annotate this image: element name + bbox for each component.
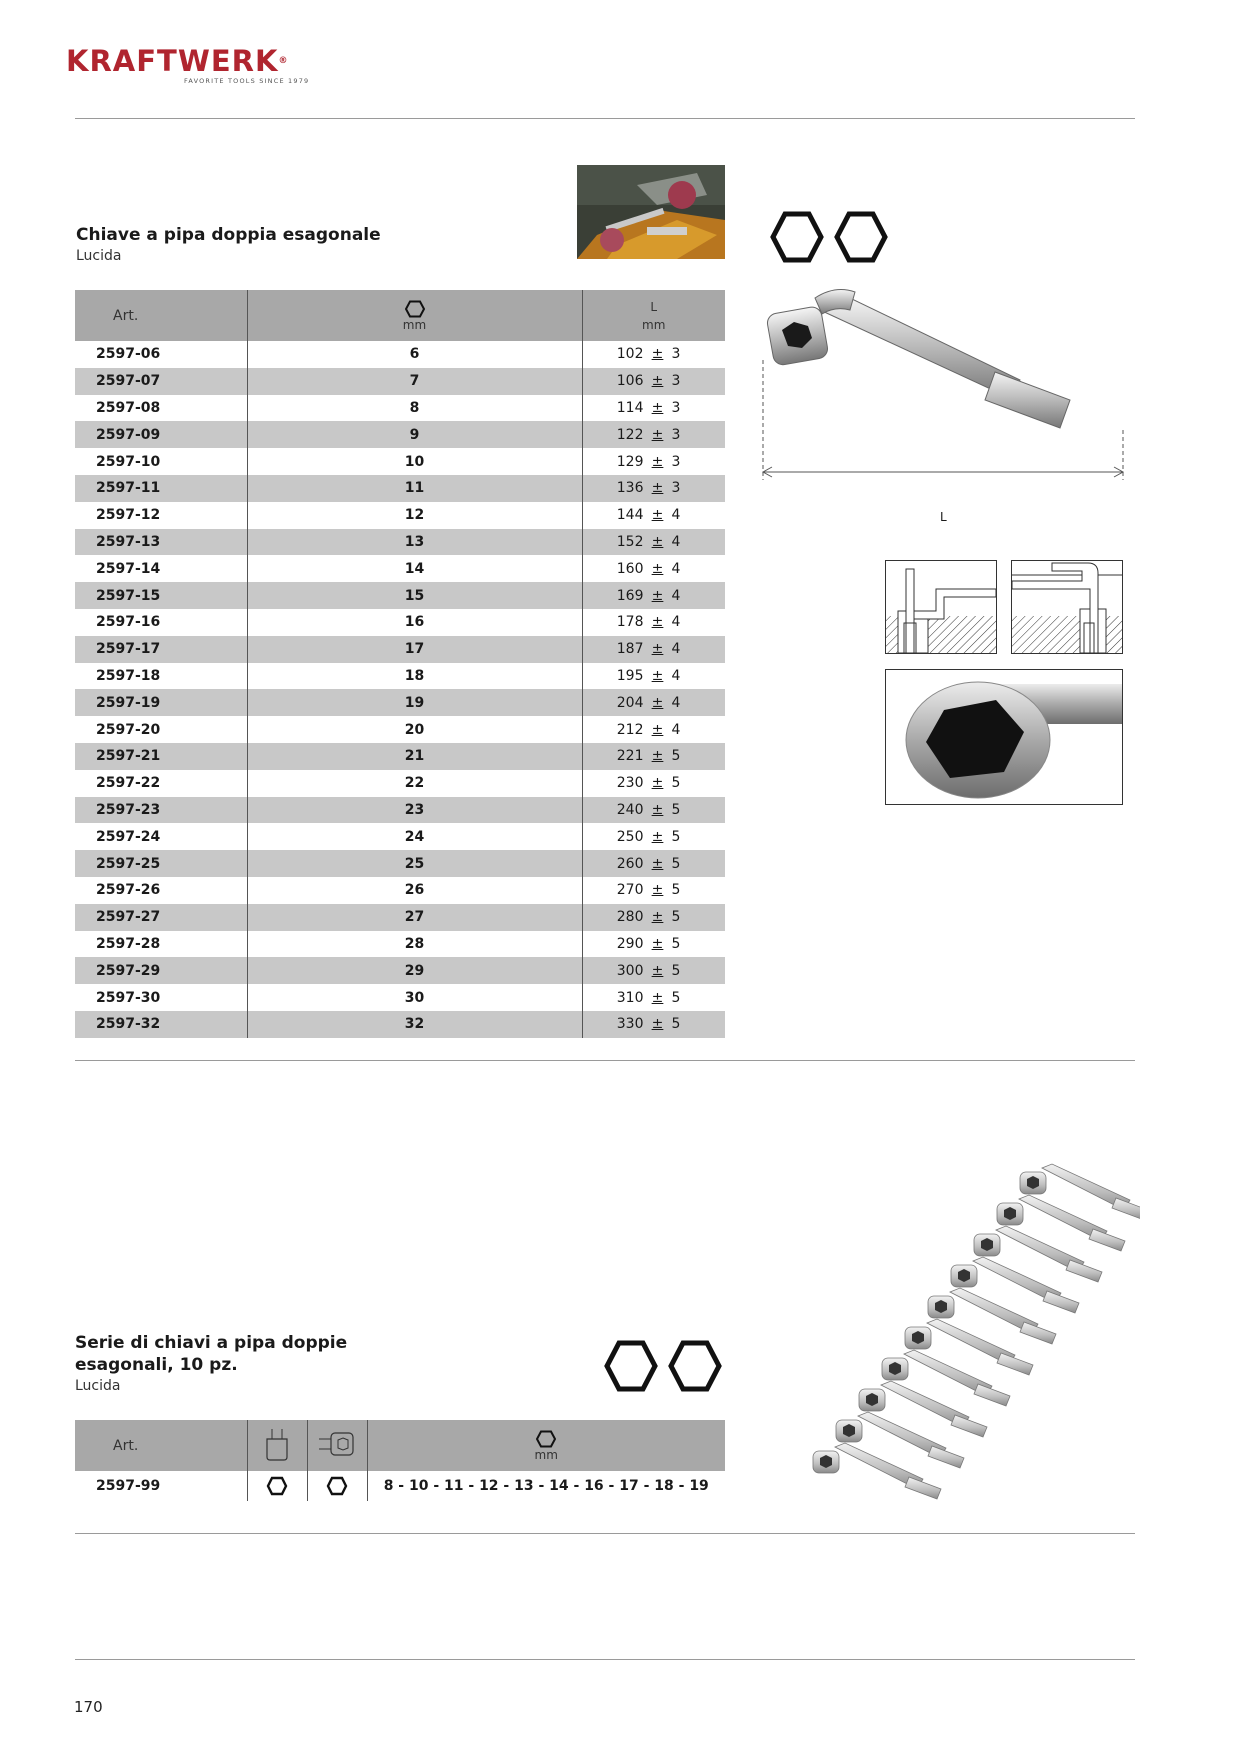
footer-rule (75, 1659, 1135, 1660)
plus-minus-symbol: ± (651, 399, 664, 416)
product1-spec-table (75, 290, 725, 1038)
table-row (75, 931, 725, 958)
size-value: 16 (247, 609, 582, 636)
registered-mark: ® (278, 56, 289, 66)
plus-minus-symbol: ± (651, 426, 664, 443)
art-number: 2597-32 (75, 1011, 247, 1038)
art-number: 2597-10 (96, 453, 161, 470)
size-value: 12 (247, 502, 582, 529)
col-header-length (582, 290, 725, 341)
length-value: 212 (616, 721, 644, 738)
art-number: 2597-27 (75, 904, 247, 931)
length-value: 204 (616, 694, 644, 711)
tolerance-value: 5 (671, 989, 681, 1006)
plus-minus-symbol: ± (651, 935, 664, 952)
size-value: 21 (247, 743, 582, 770)
art-number: 2597-28 (96, 935, 161, 952)
length-cell (582, 555, 725, 582)
product1-subtitle: Lucida (76, 248, 122, 264)
length-cell (582, 823, 725, 850)
art-number: 2597-20 (96, 721, 161, 738)
plus-minus-symbol: ± (651, 480, 664, 497)
length-value: 270 (616, 882, 644, 899)
length-value: 250 (616, 828, 644, 845)
table-row (75, 716, 725, 743)
length-value: 240 (616, 801, 644, 818)
tolerance-value: 4 (671, 667, 681, 684)
tolerance-value: 3 (671, 453, 681, 470)
art-number: 2597-29 (75, 957, 247, 984)
table-row (75, 904, 725, 931)
product2-title (75, 1332, 347, 1376)
length-value: 178 (616, 614, 644, 631)
tolerance-value: 3 (671, 426, 681, 443)
length-cell (582, 957, 725, 984)
plus-minus-symbol: ± (651, 507, 664, 524)
table-row (75, 529, 725, 556)
tolerance-value: 5 (671, 935, 681, 952)
table-row (75, 957, 725, 984)
double-hex-icon (604, 1339, 658, 1393)
size-list: 8 - 10 - 11 - 12 - 13 - 14 - 16 - 17 - 18 - 19 (367, 1471, 725, 1501)
product1-title: Chiave a pipa doppia esagonale (76, 225, 381, 245)
hex-cell (247, 1471, 307, 1501)
size-value: 26 (247, 877, 582, 904)
art-number: 2597-11 (75, 475, 247, 502)
size-value: 8 (247, 395, 582, 422)
length-cell (582, 904, 725, 931)
tolerance-value: 3 (671, 399, 681, 416)
size-value: 7 (247, 368, 582, 395)
double-hex-icon (668, 1339, 722, 1393)
table-row (75, 475, 725, 502)
product1-table-body (75, 341, 725, 1038)
header-rule (75, 118, 1135, 119)
table-row (75, 770, 725, 797)
length-cell (582, 797, 725, 824)
table-row (75, 689, 725, 716)
section-rule (75, 1533, 1135, 1534)
art-number: 2597-09 (75, 421, 247, 448)
table-row (75, 395, 725, 422)
length-value: 136 (616, 480, 644, 497)
hex-size-icon (536, 1430, 556, 1448)
length-value: 260 (616, 855, 644, 872)
art-number: 2597-07 (75, 368, 247, 395)
set-wrench (951, 1257, 1079, 1313)
col-header-art: Art. (75, 1420, 247, 1471)
product2-spec-table (75, 1420, 725, 1501)
col-header-size (247, 290, 582, 341)
double-hex-icon (834, 210, 888, 264)
col-header-socket-icon (247, 1420, 307, 1471)
size-value: 11 (247, 475, 582, 502)
length-cell (582, 636, 725, 663)
set-wrench (859, 1381, 987, 1437)
plus-minus-symbol: ± (651, 560, 664, 577)
length-cell (582, 502, 725, 529)
table-row (75, 341, 725, 368)
col-size-unit: mm (534, 1447, 558, 1462)
set-wrench (836, 1412, 964, 1468)
table-row (75, 877, 725, 904)
size-value: 23 (247, 797, 582, 824)
size-value: 10 (247, 448, 582, 475)
product2-subtitle: Lucida (75, 1378, 121, 1394)
length-cell (582, 341, 725, 368)
tolerance-value: 4 (671, 614, 681, 631)
plus-minus-symbol: ± (651, 694, 664, 711)
length-value: 290 (616, 935, 644, 952)
col-header-wrench-icon (307, 1420, 367, 1471)
tolerance-value: 3 (671, 480, 681, 497)
usage-diagram-right (1011, 560, 1123, 654)
size-value: 25 (247, 850, 582, 877)
plus-minus-symbol: ± (651, 989, 664, 1006)
tolerance-value: 5 (671, 775, 681, 792)
socket-closeup-image (885, 669, 1123, 805)
length-value: 195 (616, 667, 644, 684)
table-row (75, 1011, 725, 1038)
art-number: 2597-22 (96, 775, 161, 792)
tolerance-value: 5 (671, 748, 681, 765)
table-row (75, 1471, 725, 1501)
set-wrench (997, 1195, 1125, 1251)
size-value: 19 (247, 689, 582, 716)
art-number: 2597-23 (75, 797, 247, 824)
hex-icon (266, 1476, 288, 1496)
col-size-unit: mm (402, 317, 427, 332)
tolerance-value: 4 (671, 721, 681, 738)
set-wrench (974, 1226, 1102, 1282)
size-value: 15 (247, 582, 582, 609)
length-value: 310 (616, 989, 644, 1006)
set-wrench (928, 1288, 1056, 1344)
plus-minus-symbol: ± (651, 641, 664, 658)
art-number: 2597-99 (96, 1478, 161, 1494)
tolerance-value: 5 (671, 962, 681, 979)
plus-minus-symbol: ± (651, 587, 664, 604)
length-value: 330 (616, 1016, 644, 1033)
length-value: 152 (616, 533, 644, 550)
size-value: 18 (247, 663, 582, 690)
tolerance-value: 5 (671, 828, 681, 845)
brand-tagline: FAVORITE TOOLS SINCE 1979 (184, 77, 310, 85)
length-cell (582, 368, 725, 395)
length-cell (582, 475, 725, 502)
hex-icon (326, 1476, 348, 1496)
length-cell (582, 448, 725, 475)
tolerance-value: 4 (671, 533, 681, 550)
length-value: 280 (616, 909, 644, 926)
length-cell (582, 770, 725, 797)
plus-minus-symbol: ± (651, 1016, 664, 1033)
col-length-label: L (650, 299, 658, 314)
length-cell (582, 716, 725, 743)
length-cell (582, 663, 725, 690)
socket-icon (263, 1427, 291, 1461)
table-row (75, 797, 725, 824)
size-value: 17 (247, 636, 582, 663)
col-length-unit: mm (642, 317, 666, 332)
tolerance-value: 4 (671, 641, 681, 658)
size-value: 14 (247, 555, 582, 582)
length-cell (582, 931, 725, 958)
table-row (75, 743, 725, 770)
plus-minus-symbol: ± (651, 373, 664, 390)
size-value: 24 (247, 823, 582, 850)
brand-name: KRAFTWERK (66, 44, 279, 78)
plus-minus-symbol: ± (651, 748, 664, 765)
art-number: 2597-24 (96, 828, 161, 845)
size-value: 6 (247, 341, 582, 368)
art-number: 2597-26 (96, 882, 161, 899)
plus-minus-symbol: ± (651, 909, 664, 926)
art-number: 2597-19 (75, 689, 247, 716)
tolerance-value: 4 (671, 507, 681, 524)
plus-minus-symbol: ± (651, 614, 664, 631)
plus-minus-symbol: ± (651, 828, 664, 845)
product2-title-line2: esagonali, 10 pz. (75, 1355, 238, 1375)
hex-cell (307, 1471, 367, 1501)
table-row (75, 823, 725, 850)
length-value: 129 (616, 453, 644, 470)
usage-diagram-left (885, 560, 997, 654)
plus-minus-symbol: ± (651, 533, 664, 550)
wrench-end-icon (317, 1429, 357, 1459)
tolerance-value: 4 (671, 694, 681, 711)
table-row (75, 582, 725, 609)
set-wrench (882, 1350, 1010, 1406)
length-value: 144 (616, 507, 644, 524)
table-row (75, 984, 725, 1011)
art-number: 2597-18 (96, 667, 161, 684)
plus-minus-symbol: ± (651, 855, 664, 872)
col-header-sizes (367, 1420, 725, 1471)
double-hex-icon (770, 210, 824, 264)
art-number: 2597-08 (96, 399, 161, 416)
size-value: 32 (247, 1011, 582, 1038)
plus-minus-symbol: ± (651, 667, 664, 684)
art-number: 2597-30 (96, 989, 161, 1006)
length-cell (582, 395, 725, 422)
art-number: 2597-17 (75, 636, 247, 663)
length-value: 114 (616, 399, 644, 416)
length-value: 221 (616, 748, 644, 765)
set-wrench (1020, 1164, 1140, 1220)
length-value: 102 (616, 346, 644, 363)
length-value: 169 (616, 587, 644, 604)
size-value: 29 (247, 957, 582, 984)
art-number: 2597-25 (75, 850, 247, 877)
plus-minus-symbol: ± (651, 453, 664, 470)
length-cell (582, 421, 725, 448)
art-number: 2597-06 (96, 346, 161, 363)
art-number: 2597-16 (96, 614, 161, 631)
table-row (75, 448, 725, 475)
product2-table-body (75, 1471, 725, 1501)
plus-minus-symbol: ± (651, 721, 664, 738)
length-value: 106 (616, 373, 644, 390)
product2-title-line1: Serie di chiavi a pipa doppie (75, 1333, 348, 1353)
hex-size-icon (405, 300, 425, 318)
length-cell (582, 689, 725, 716)
length-cell (582, 743, 725, 770)
tolerance-value: 4 (671, 560, 681, 577)
length-value: 187 (616, 641, 644, 658)
dimension-label-l: L (940, 510, 947, 524)
tolerance-value: 5 (671, 909, 681, 926)
table-row (75, 368, 725, 395)
size-value: 9 (247, 421, 582, 448)
application-photo (577, 165, 725, 259)
length-cell (582, 609, 725, 636)
wrench-dimension-drawing (760, 280, 1140, 540)
size-value: 20 (247, 716, 582, 743)
length-value: 122 (616, 426, 644, 443)
table-row (75, 636, 725, 663)
art-number: 2597-13 (75, 529, 247, 556)
brand-wordmark (66, 46, 326, 76)
size-value: 28 (247, 931, 582, 958)
size-value: 22 (247, 770, 582, 797)
wrench-set-image (780, 1150, 1140, 1530)
tolerance-value: 3 (671, 346, 681, 363)
tolerance-value: 3 (671, 373, 681, 390)
tolerance-value: 5 (671, 882, 681, 899)
table-row (75, 555, 725, 582)
brand-logo (66, 46, 326, 85)
art-number: 2597-14 (96, 560, 161, 577)
tolerance-value: 5 (671, 801, 681, 818)
table-row (75, 609, 725, 636)
set-wrench (813, 1443, 941, 1499)
length-value: 230 (616, 775, 644, 792)
size-value: 13 (247, 529, 582, 556)
size-value: 30 (247, 984, 582, 1011)
length-cell (582, 984, 725, 1011)
tolerance-value: 5 (671, 1016, 681, 1033)
art-number: 2597-15 (75, 582, 247, 609)
table-row (75, 663, 725, 690)
plus-minus-symbol: ± (651, 775, 664, 792)
table-row (75, 850, 725, 877)
tolerance-value: 4 (671, 587, 681, 604)
length-cell (582, 850, 725, 877)
length-value: 160 (616, 560, 644, 577)
length-cell (582, 582, 725, 609)
set-wrench (905, 1319, 1033, 1375)
tolerance-value: 5 (671, 855, 681, 872)
plus-minus-symbol: ± (651, 346, 664, 363)
size-value: 27 (247, 904, 582, 931)
section-rule (75, 1060, 1135, 1061)
plus-minus-symbol: ± (651, 882, 664, 899)
length-cell (582, 1011, 725, 1038)
length-cell (582, 877, 725, 904)
table-row (75, 421, 725, 448)
plus-minus-symbol: ± (651, 962, 664, 979)
page-number: 170 (74, 1698, 103, 1716)
table-row (75, 502, 725, 529)
plus-minus-symbol: ± (651, 801, 664, 818)
length-cell (582, 529, 725, 556)
art-number: 2597-12 (96, 507, 161, 524)
art-number: 2597-21 (75, 743, 247, 770)
length-value: 300 (616, 962, 644, 979)
col-header-art: Art. (75, 290, 247, 341)
